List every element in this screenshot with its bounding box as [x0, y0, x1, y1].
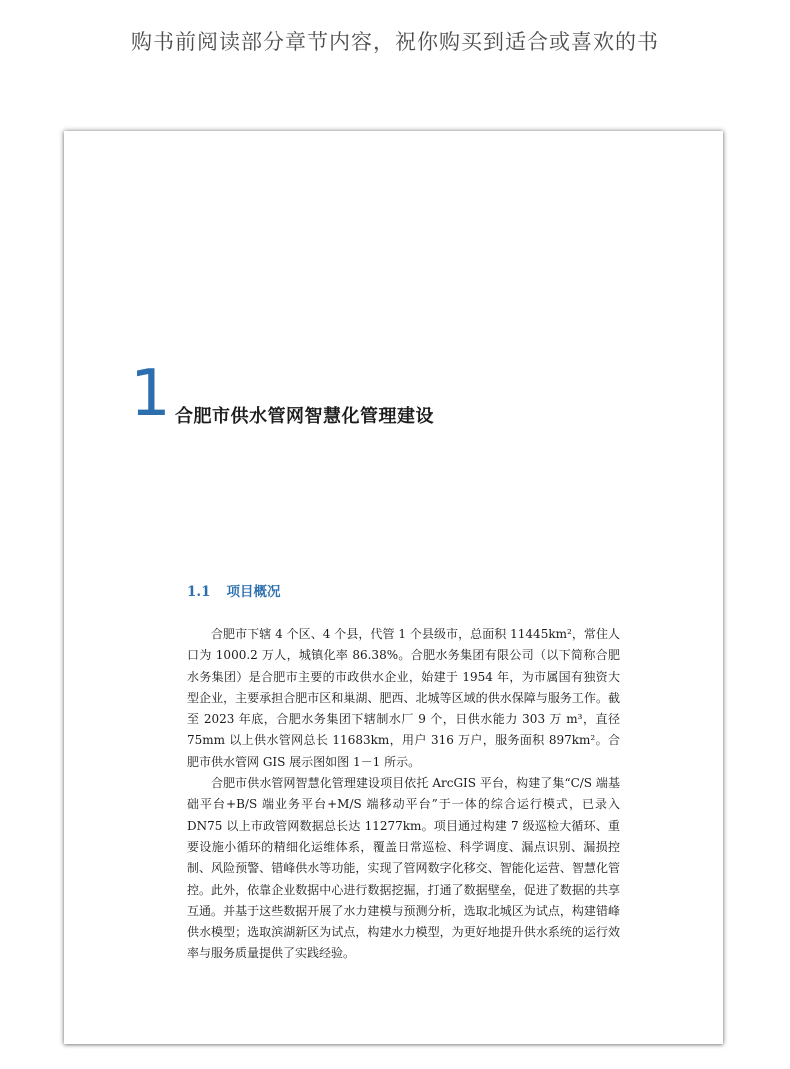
- section-number: 1.1: [187, 584, 211, 600]
- section-title: 项目概况: [226, 584, 281, 600]
- section-heading: [187, 580, 281, 600]
- banner-text: 购书前阅读部分章节内容，祝你购买到适合或喜欢的书: [131, 30, 659, 54]
- paragraph-1: 合肥市下辖 4 个区、4 个县，代管 1 个县级市，总面积 11445km²，常住人口为 1000.2 万人，城镇化率 86.38%。合肥水务集团有限公司（以下简称合肥水务集团）是合肥市主要的市政供水企业，始建于 1954 年，为市属国有独资大型企业，主要承担合肥市区和巢湖、肥西、北城等区域的供水保障与服务工作。截至 2023 年底，合肥水务集团下辖制水厂 9 个，日供水能力 303 万 m³，直径 75mm 以上供水管网总长 11683km，用户 316 万户，服务面积 897km²。合肥市供水管网 GIS 展示图如图 1－1 所示。: [187, 627, 620, 769]
- body-text: [187, 624, 620, 965]
- chapter-title: 合肥市供水管网智慧化管理建设: [175, 406, 434, 427]
- book-page: [64, 131, 723, 1044]
- chapter-number: 1: [130, 357, 171, 431]
- paragraph-2: 合肥市供水管网智慧化管理建设项目依托 ArcGIS 平台，构建了集“C/S 端基础平台+B/S 端业务平台+M/S 端移动平台”于一体的综合运行模式，已录入 DN75 以上市政管网数据总长达 11277km。项目通过构建 7 级巡检大循环、重要设施小循环的精细化运维体系，覆盖日常巡检、科学调度、漏点识别、漏损控制、风险预警、错峰供水等功能，实现了管网数字化移交、智能化运营、智慧化管控。此外，依靠企业数据中心进行数据挖掘，打通了数据壁垒，促进了数据的共享互通。并基于这些数据开展了水力建模与预测分析，选取北城区为试点，构建错峰供水模型；选取滨湖新区为试点，构建水力模型，为更好地提升供水系统的运行效率与服务质量提供了实践经验。: [187, 776, 620, 961]
